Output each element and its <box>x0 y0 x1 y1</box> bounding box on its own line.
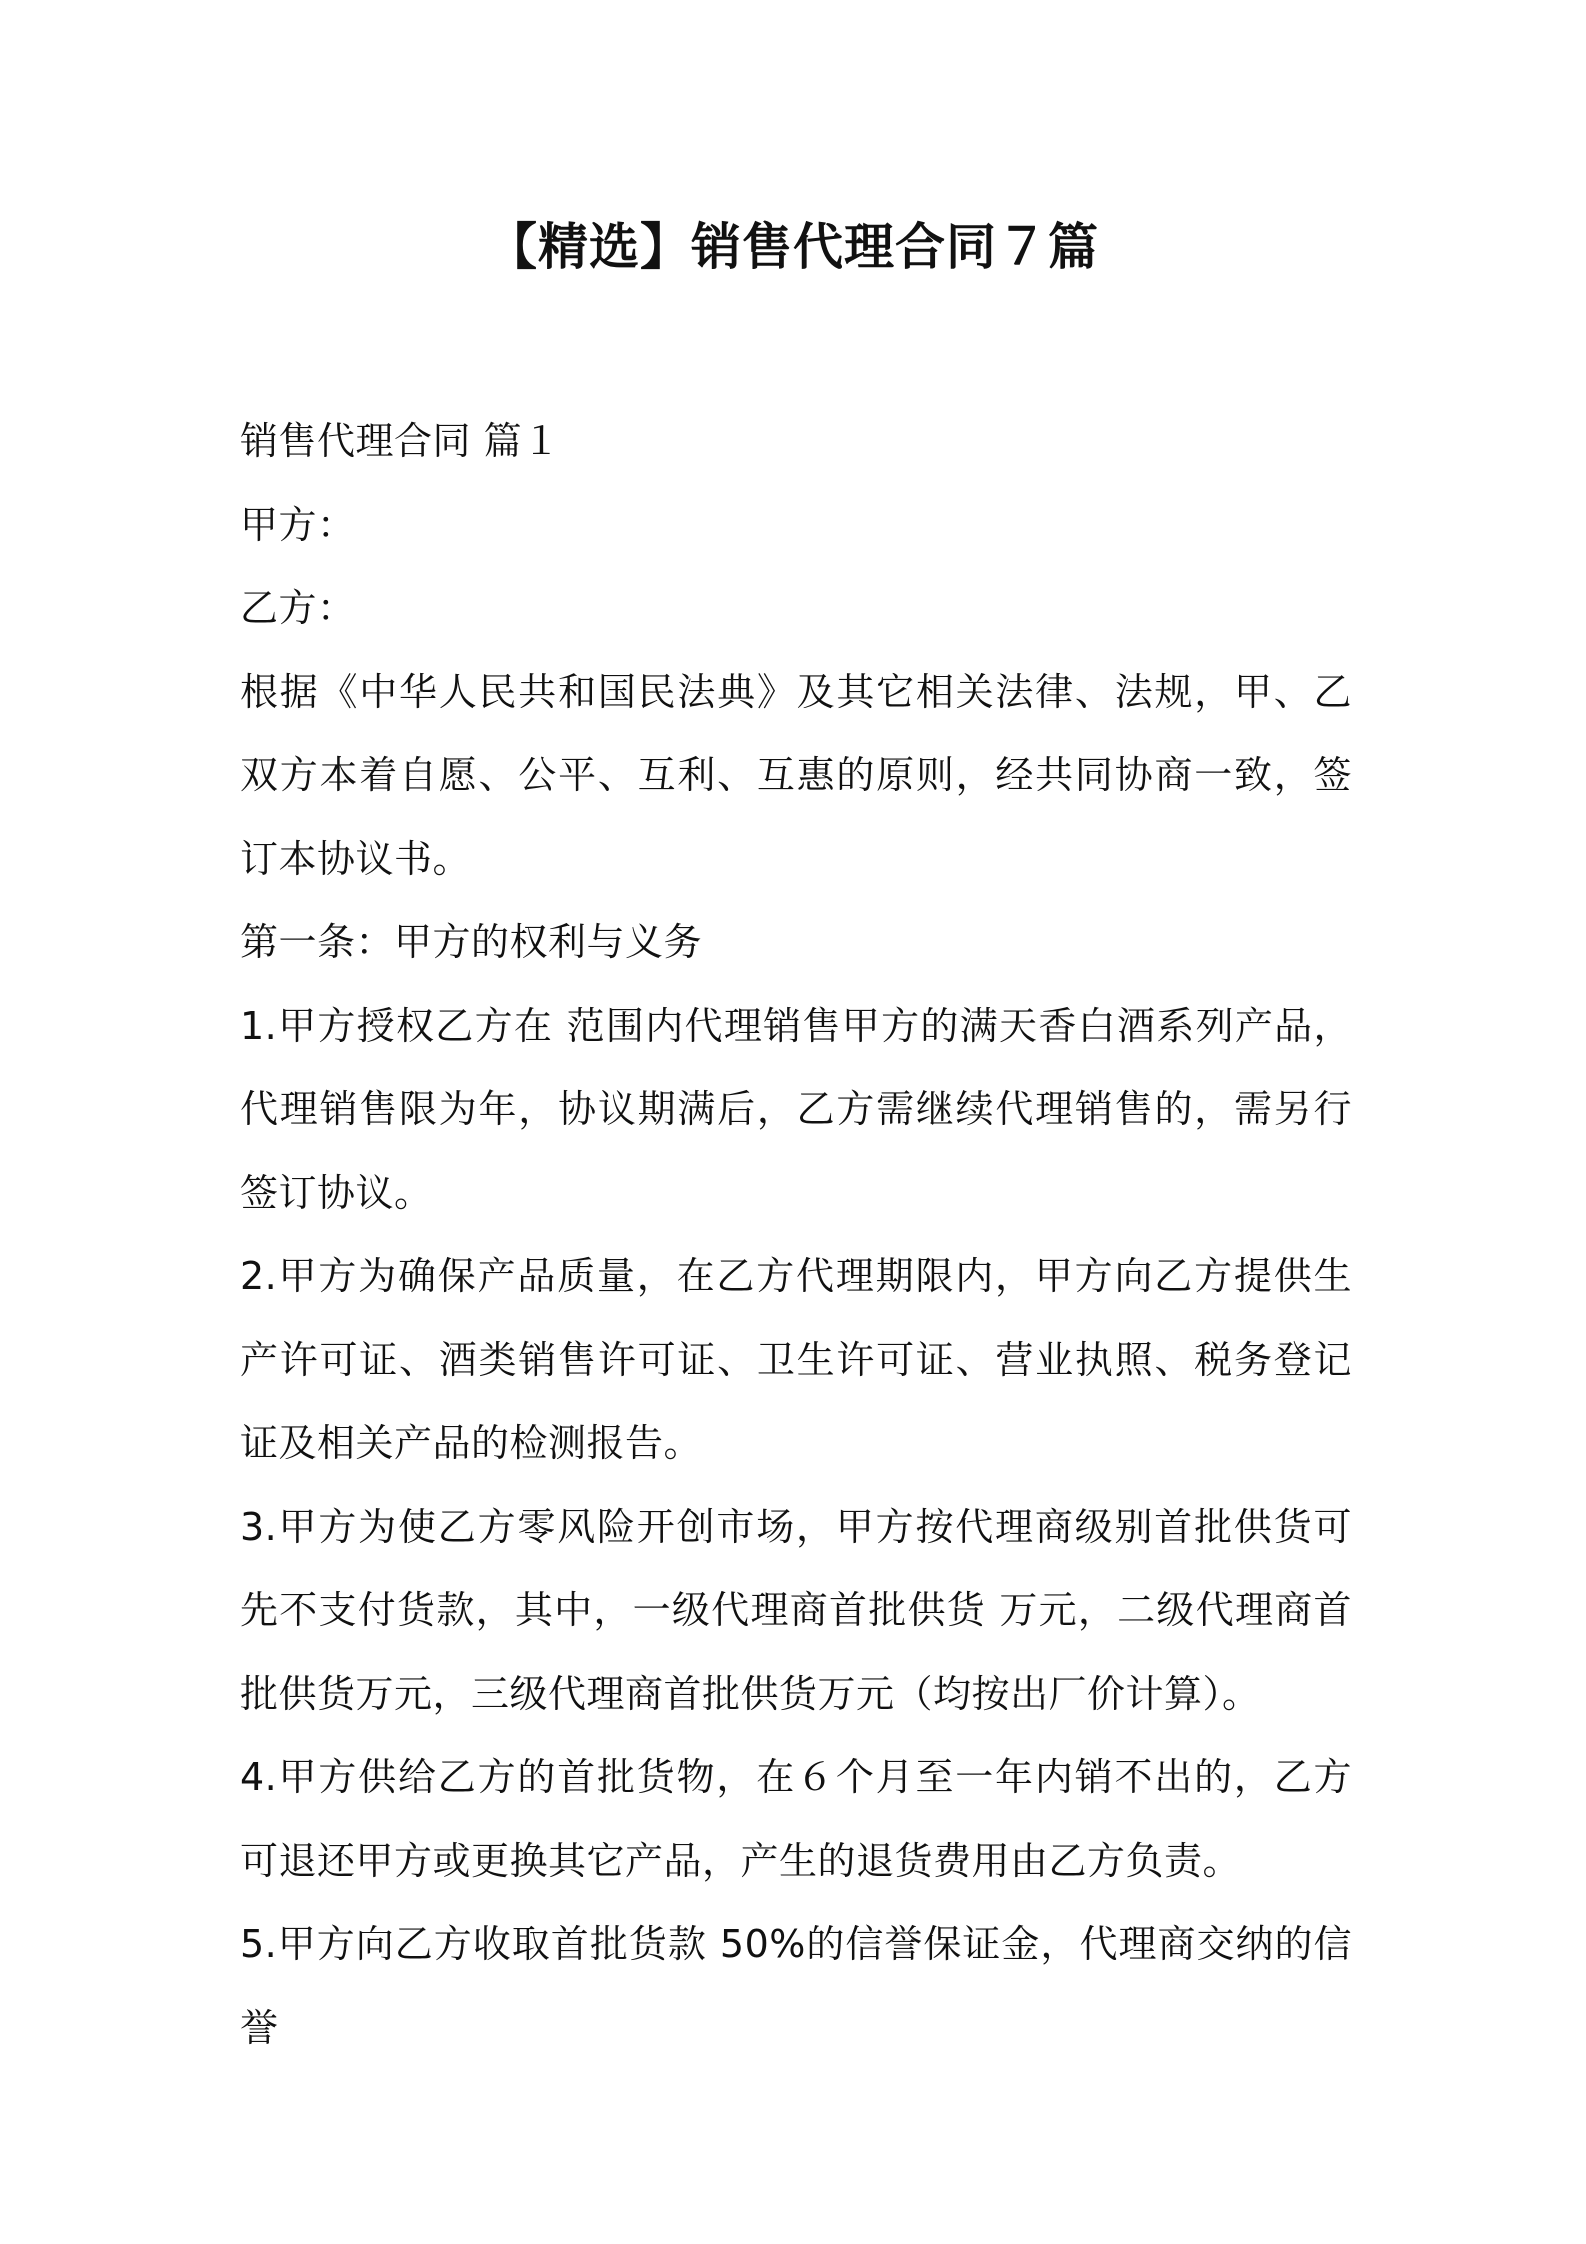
document-body <box>240 400 1352 2070</box>
section-heading: 销售代理合同 篇１ <box>240 419 561 463</box>
clause-paragraph: 2.甲方为确保产品质量，在乙方代理期限内，甲方向乙方提供生产许可证、酒类销售许可证、卫生许可证、营业执照、税务登记证及相关产品的检测报告。 <box>240 1254 1352 1465</box>
document-title: 【精选】销售代理合同７篇 <box>487 218 1099 276</box>
article-heading: 第一条：甲方的权利与义务 <box>240 920 703 964</box>
preamble-paragraph: 根据《中华人民共和国民法典》及其它相关法律、法规，甲、乙双方本着自愿、公平、互利、互惠的原则，经共同协商一致，签订本协议书。 <box>240 669 1352 881</box>
clause-paragraph: 5.甲方向乙方收取首批货款 50%的信誉保证金，代理商交纳的信誉 <box>240 1922 1352 2050</box>
clause-paragraph: 4.甲方供给乙方的首批货物，在６个月至一年内销不出的，乙方可退还甲方或更换其它产品，产生的退货费用由乙方负责。 <box>240 1755 1352 1883</box>
party-a-line: 甲方： <box>240 502 356 547</box>
clause-paragraph: 3.甲方为使乙方零风险开创市场，甲方按代理商级别首批供货可先不支付货款，其中，一级代理商首批供货 万元，二级代理商首批供货万元，三级代理商首批供货万元（均按出厂价计算）。 <box>240 1504 1352 1716</box>
party-b-line: 乙方： <box>240 586 356 630</box>
clause-paragraph: 1.甲方授权乙方在 范围内代理销售甲方的满天香白酒系列产品，代理销售限为年，协议期满后，乙方需继续代理销售的，需另行签订协议。 <box>240 1003 1352 1215</box>
